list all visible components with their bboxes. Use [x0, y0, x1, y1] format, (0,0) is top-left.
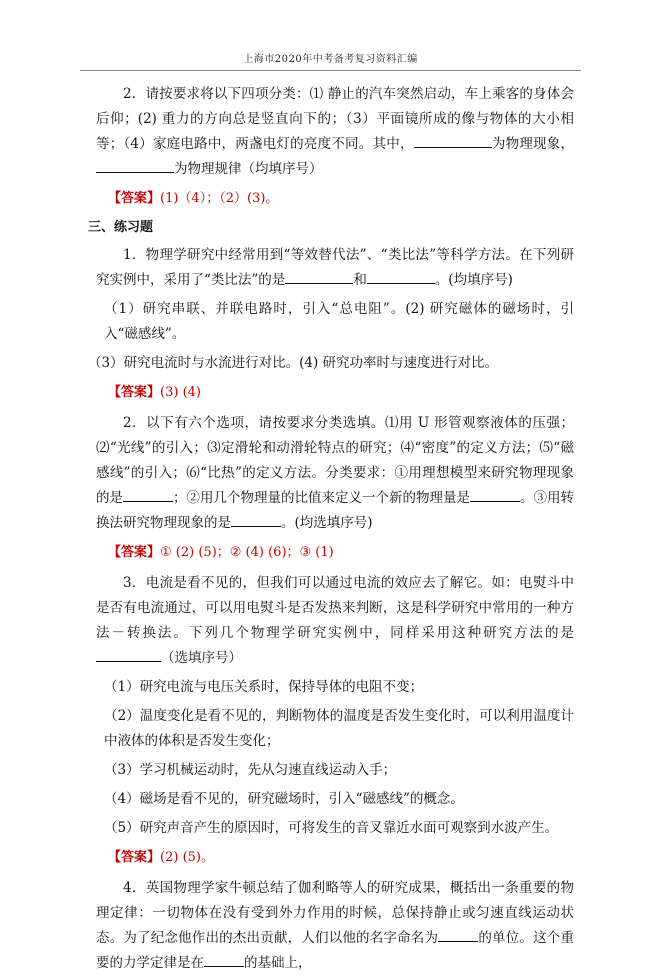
- e1-text-2: 和: [353, 272, 367, 288]
- q2-text-3: 为物理规律（均填序号）: [174, 161, 323, 177]
- q2-text-2: 为物理现象，: [491, 136, 575, 152]
- answer-blank: [123, 487, 173, 502]
- answer-tag: 【答案】: [108, 191, 161, 206]
- e3-item-1: （1）研究电流与电压关系时，保持导体的电阻不变；: [104, 679, 424, 695]
- answer-blank: [96, 647, 161, 662]
- answer-text: (3) (4): [160, 385, 201, 400]
- document-body: [88, 82, 575, 980]
- e1-item-1: （1）研究串联、并联电路时，引入“总电阻”。(2) 研究磁体的磁场时，引入“磁感线”。: [104, 301, 574, 342]
- answer-blank: [231, 512, 281, 527]
- answer-blank: [285, 269, 353, 284]
- e4-text-1: 4．英国物理学家牛顿总结了伽利略等人的研究成果，概括出一条重要的物理定律：一切物体在没有受到外力作用的时候，总保持静止或匀速直线运动状态。为了纪念他作出的杰出贡献，人们以他的名字命名为: [96, 880, 574, 946]
- e4-text-2: 的单位。这个重要的力学定律是在: [96, 930, 574, 971]
- answer-blank: [367, 269, 435, 284]
- e2-text-4: 。(均选填序号): [281, 515, 373, 531]
- q2-text-1: 2．请按要求将以下四项分类：⑴ 静止的汽车突然启动，车上乘客的身体会后仰；(2) 重力的方向总是竖直向下的；（3）平面镜所成的像与物体的大小相等；（4）家庭电路中，两盏电灯的亮度不同。其中，: [96, 86, 574, 152]
- e3-item-3: （3）学习机械运动时，先从匀速直线运动入手；: [104, 762, 397, 778]
- answer-text: ① (2) (5)；② (4) (6)；③ (1): [160, 545, 334, 560]
- answer-text: (1)（4）；（2）(3)。: [160, 191, 279, 206]
- e2-answer: [96, 540, 574, 565]
- answer-tag: 【答案】: [108, 545, 161, 560]
- e1-text-1: 1．物理学研究中经常用到“等效替代法”、“类比法”等科学方法。在下列研究实例中，采用了“类比法”的是: [96, 247, 574, 288]
- e1-item-2: （3）研究电流时与水流进行对比。(4) 研究功率时与速度进行对比。: [88, 355, 499, 371]
- answer-blank: [96, 158, 174, 173]
- e3-item-2: （2）温度变化是看不见的，判断物体的温度是否发生变化时，可以利用温度计中液体的体积是否发生变化；: [104, 708, 574, 749]
- section-heading: 三、练习题: [88, 220, 154, 235]
- answer-tag: 【答案】: [108, 385, 161, 400]
- e2-text-1: 2．以下有六个选项，请按要求分类选填。⑴用 U 形管观察液体的压强；⑵“光线”的引入；⑶定滑轮和动滑轮特点的研究；⑷“密度”的定义方法；⑸“磁感线”的引入；⑹“比热”的定义方法。分类要求：①用理想模型来研究物理现象的是: [96, 415, 574, 506]
- exercise-4: [96, 876, 574, 976]
- exercise-1: [96, 243, 574, 293]
- answer-blank: [470, 487, 520, 502]
- e3-text-1: 3．电流是看不见的，但我们可以通过电流的效应去了解它。如：电熨斗中是否有电流通过，可以用电熨斗是否发热来判断，这是科学研究中常用的一种方法－转换法。下列几个物理学研究实例中，同样采用这种研究方法的是: [96, 575, 574, 641]
- e3-answer: [96, 845, 574, 870]
- question-2: [96, 82, 574, 182]
- answer-blank: [204, 952, 244, 967]
- exercise-3: [96, 571, 574, 671]
- e2-text-2: ；②用几个物理量的比值来定义一个新的物理量是: [173, 490, 470, 506]
- q2-answer: [96, 186, 574, 211]
- e3-text-2: （选填序号）: [161, 650, 242, 666]
- page-header: [80, 50, 581, 71]
- e1-text-3: 。(均填序号): [434, 272, 513, 288]
- e1-answer: [96, 380, 574, 405]
- e4-text-3: 的基础上，: [244, 955, 312, 971]
- answer-blank: [414, 133, 492, 148]
- answer-text: (2) (5)。: [160, 850, 214, 865]
- e3-item-5: （5）研究声音产生的原因时，可将发生的音叉靠近水面可观察到水波产生。: [104, 820, 559, 836]
- answer-tag: 【答案】: [108, 850, 161, 865]
- header-title: 上海市2020年中考备考复习资料汇编: [243, 54, 418, 65]
- e2-text-3: 。③用转换法研究物理现象的是: [96, 490, 574, 531]
- exercise-2: [96, 411, 574, 536]
- e3-item-4: （4）磁场是看不见的，研究磁场时，引入“磁感线”的概念。: [104, 791, 464, 807]
